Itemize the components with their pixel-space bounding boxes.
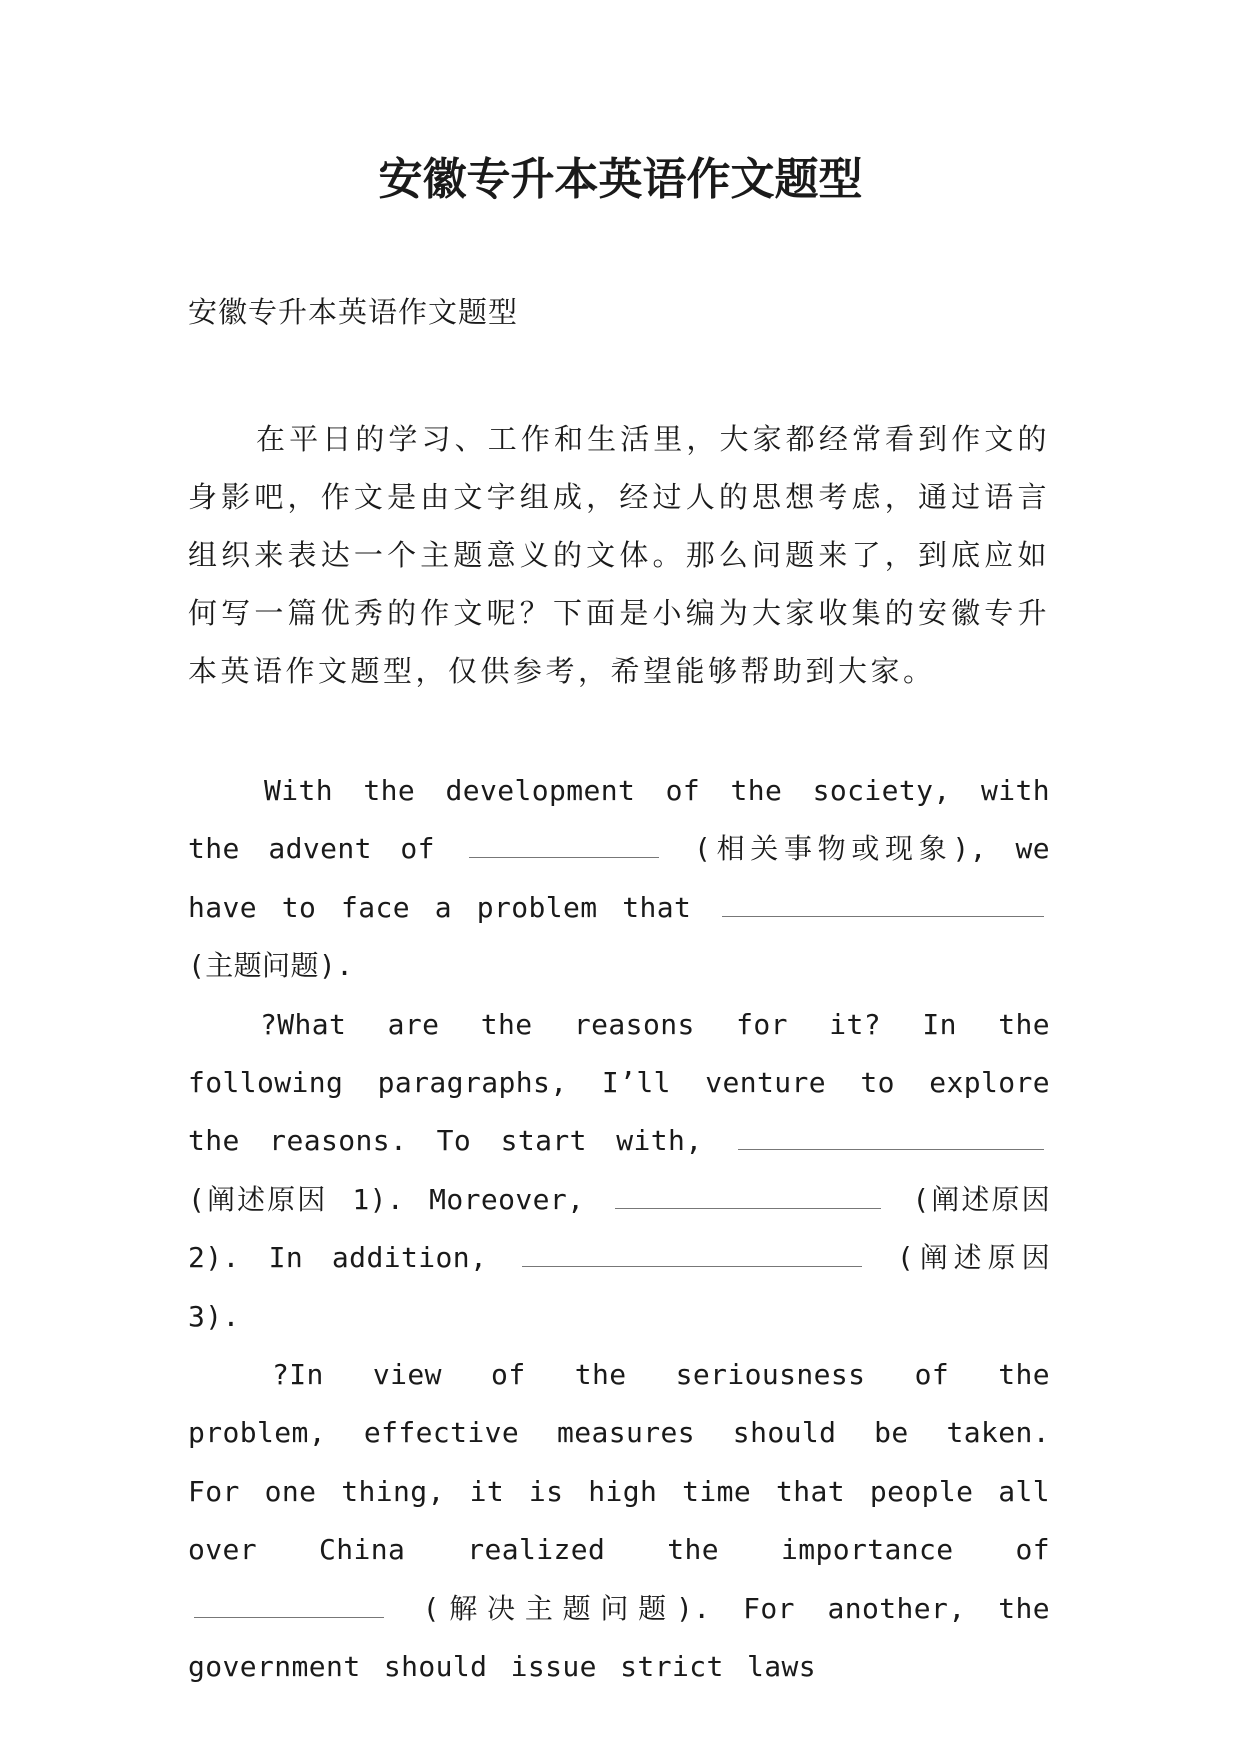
essay-text: ?What are the reasons for it? In the following paragraphs, I’ll venture to explore the reasons. To start with, xyxy=(188,1007,1050,1158)
fill-in-blank xyxy=(522,1238,862,1267)
essay-text: (解决主题问题). For another, the government should issue strict laws xyxy=(188,1591,1050,1684)
essay-text: (阐述原因 1). Moreover, xyxy=(188,1182,585,1216)
essay-text: (阐述原因 2). In addition, xyxy=(188,1182,1050,1275)
document-subtitle: 安徽专升本英语作文题型 xyxy=(188,295,519,329)
fill-in-blank xyxy=(615,1180,881,1209)
essay-paragraph-2 xyxy=(188,996,1050,1346)
essay-text: (主题问题). xyxy=(188,949,354,983)
essay-text: (阐述原因 3). xyxy=(188,1241,1051,1333)
fill-in-blank xyxy=(469,829,659,858)
essay-text: ?In view of the seriousness of the problem, effective measures should be taken. For one thing, it is high time that people all over China realized the importance of xyxy=(188,1358,1050,1567)
essay-paragraph-1 xyxy=(188,762,1050,996)
fill-in-blank xyxy=(722,888,1044,917)
document-body xyxy=(188,292,1051,1684)
essay-text: (相关事物或现象), we have to face a problem that xyxy=(188,832,1050,924)
intro-paragraph: 在平日的学习、工作和生活里，大家都经常看到作文的身影吧，作文是由文字组成，经过人的思想考虑，通过语言组织来表达一个主题意义的文体。那么问题来了，到底应如何写一篇优秀的作文呢？下面是小编为大家收集的安徽专升本英语作文题型，仅供参考，希望能够帮助到大家。 xyxy=(188,422,1050,688)
essay-paragraph-3 xyxy=(188,1346,1050,1696)
fill-in-blank xyxy=(738,1121,1044,1150)
document-title: 安徽专升本英语作文题型 xyxy=(378,154,863,205)
fill-in-blank xyxy=(194,1589,384,1618)
essay-text: With the development of the society, with the advent of xyxy=(188,774,1050,866)
essay-template xyxy=(188,762,1050,1697)
